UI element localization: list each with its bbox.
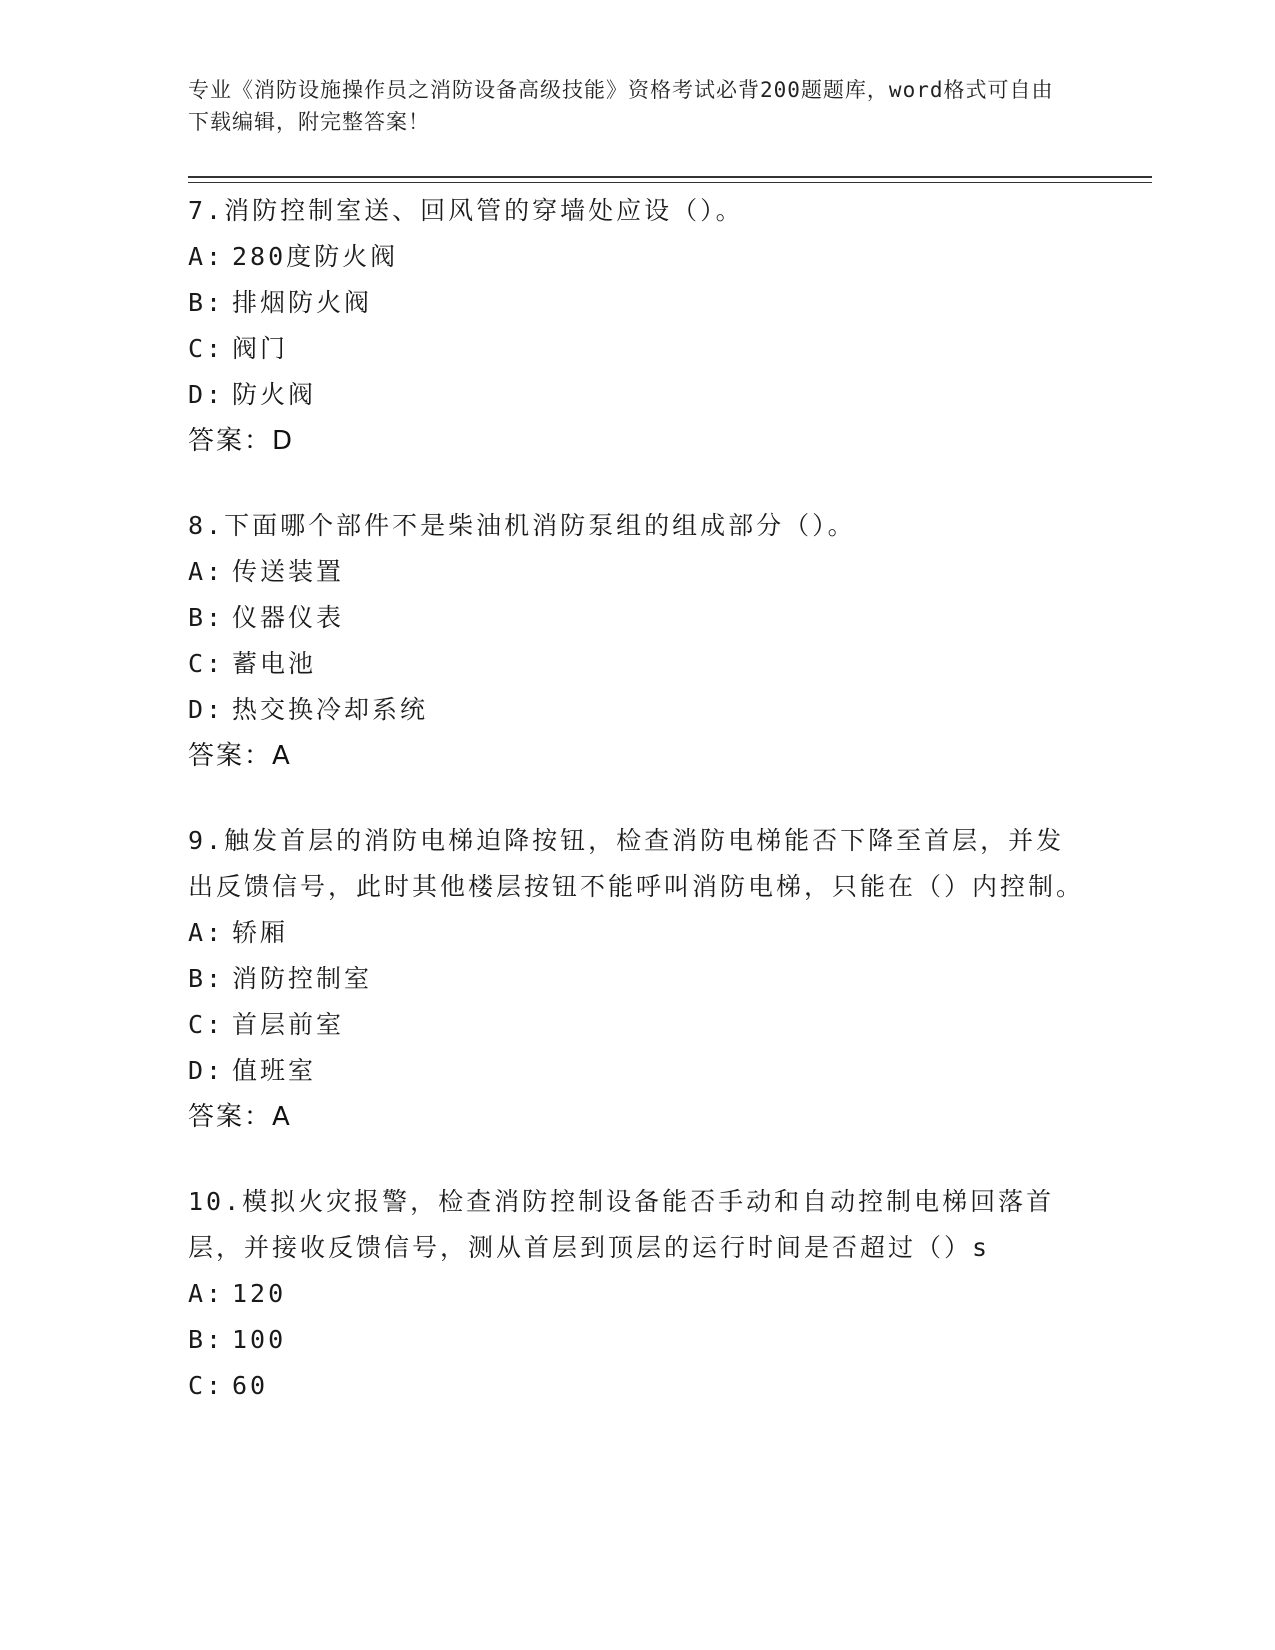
option-letter: C: — [188, 334, 225, 363]
question-list — [188, 188, 1088, 1448]
option-text: 120 — [232, 1279, 287, 1308]
option-a — [188, 910, 1088, 956]
option-c — [188, 641, 1088, 687]
document-header: 专业《消防设施操作员之消防设备高级技能》资格考试必背200题题库，word格式可自由下载编辑，附完整答案！ — [188, 78, 1054, 134]
option-text: 60 — [232, 1371, 269, 1400]
option-b — [188, 1317, 1088, 1363]
question-text: 9.触发首层的消防电梯迫降按钮，检查消防电梯能否下降至首层，并发出反馈信号，此时其他楼层按钮不能呼叫消防电梯，只能在（）内控制。 — [188, 826, 1085, 901]
option-text: 热交换冷却系统 — [232, 695, 429, 724]
answer-line: 答案：D — [188, 426, 295, 456]
option-letter: D: — [188, 1056, 225, 1085]
question-9 — [188, 818, 1088, 1140]
option-letter: B: — [188, 1325, 225, 1354]
option-c — [188, 1002, 1088, 1048]
option-letter: D: — [188, 380, 225, 409]
option-text: 280度防火阀 — [232, 242, 399, 271]
question-text: 10.模拟火灾报警，检查消防控制设备能否手动和自动控制电梯回落首层，并接收反馈信号，测从首层到顶层的运行时间是否超过（）s — [188, 1187, 1055, 1262]
option-text: 阀门 — [232, 334, 289, 363]
question-7 — [188, 188, 1088, 464]
header-divider-thick — [188, 176, 1152, 178]
option-text: 轿厢 — [232, 918, 289, 947]
option-letter: A: — [188, 1279, 225, 1308]
option-text: 防火阀 — [232, 380, 317, 409]
option-b — [188, 956, 1088, 1002]
option-letter: C: — [188, 649, 225, 678]
option-text: 值班室 — [232, 1056, 317, 1085]
question-8 — [188, 503, 1088, 779]
option-letter: C: — [188, 1371, 225, 1400]
option-letter: B: — [188, 603, 225, 632]
option-letter: A: — [188, 242, 225, 271]
option-a — [188, 1271, 1088, 1317]
question-text: 8.下面哪个部件不是柴油机消防泵组的组成部分（）。 — [188, 511, 856, 540]
option-letter: B: — [188, 288, 225, 317]
question-text: 7.消防控制室送、回风管的穿墙处应设（）。 — [188, 196, 744, 225]
option-b — [188, 280, 1088, 326]
option-letter: C: — [188, 1010, 225, 1039]
option-d — [188, 372, 1088, 418]
answer-line: 答案：A — [188, 741, 292, 771]
option-text: 100 — [232, 1325, 287, 1354]
option-c — [188, 1363, 1088, 1409]
option-letter: A: — [188, 557, 225, 586]
option-text: 排烟防火阀 — [232, 288, 373, 317]
option-text: 仪器仪表 — [232, 603, 345, 632]
option-text: 消防控制室 — [232, 964, 373, 993]
option-letter: A: — [188, 918, 225, 947]
option-a — [188, 234, 1088, 280]
answer-line: 答案：A — [188, 1102, 292, 1132]
option-c — [188, 326, 1088, 372]
option-b — [188, 595, 1088, 641]
option-text: 首层前室 — [232, 1010, 345, 1039]
option-d — [188, 687, 1088, 733]
option-d — [188, 1048, 1088, 1094]
option-text: 传送装置 — [232, 557, 345, 586]
option-text: 蓄电池 — [232, 649, 317, 678]
header-divider-thin — [188, 182, 1152, 183]
question-10 — [188, 1179, 1088, 1409]
option-letter: D: — [188, 695, 225, 724]
option-letter: B: — [188, 964, 225, 993]
option-a — [188, 549, 1088, 595]
